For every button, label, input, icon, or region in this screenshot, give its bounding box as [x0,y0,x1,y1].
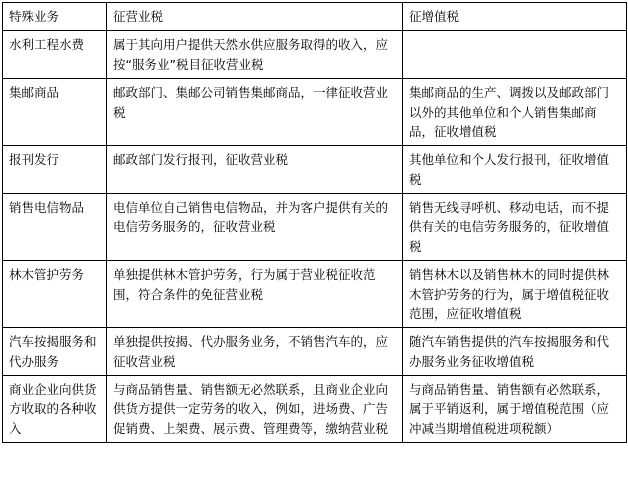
table-row [3,328,627,376]
cell-vat [403,194,627,261]
cell-business-tax [107,79,403,146]
table-row [3,261,627,328]
cell-vat [403,328,627,376]
item-text: 商业企业向供货方收取的各种收入 [9,382,97,436]
cell-vat [403,376,627,443]
cell-item [3,194,107,261]
vat-text: 随汽车销售提供的汽车按揭服务和代办服务业务征收增值税 [409,334,610,369]
tax-comparison-table [2,2,627,443]
item-text: 水利工程水费 [9,37,85,53]
header-cell-business-tax [107,3,403,31]
business-tax-text: 电信单位自己销售电信物品，并为客户提供有关的电信劳务服务的，征收营业税 [113,200,389,235]
cell-business-tax [107,376,403,443]
cell-item [3,328,107,376]
table-row [3,31,627,79]
cell-business-tax [107,31,403,79]
business-tax-text: 属于其向用户提供天然水供应服务取得的收入，应按“服务业”税目征收营业税 [113,37,389,72]
cell-item [3,79,107,146]
business-tax-text: 邮政部门发行报刊，征收营业税 [113,152,289,168]
cell-business-tax [107,146,403,194]
cell-item [3,261,107,328]
business-tax-text: 单独提供林木管护劳务，行为属于营业税征收范围，符合条件的免征营业税 [113,267,376,302]
cell-business-tax [107,261,403,328]
table-header-row [3,3,627,31]
table-row [3,376,627,443]
vat-text: 销售林木以及销售林木的同时提供林木管护劳务的行为，属于增值税征收范围，应征收增值税 [409,267,610,321]
vat-text: 与商品销售量、销售额有必然联系，属于平销返利，属于增值税范围（应冲减当期增值税进项税额） [409,382,610,436]
header-business-tax-label: 征营业税 [113,9,164,24]
cell-business-tax [107,328,403,376]
header-cell-item [3,3,107,31]
item-text: 销售电信物品 [9,200,85,215]
cell-vat [403,261,627,328]
business-tax-text: 与商品销售量、销售额无必然联系，且商业企业向供货方提供一定劳务的收入，例如，进场费、广告促销费、上架费、展示费、管理费等，缴纳营业税 [113,382,389,436]
table-row [3,146,627,194]
cell-vat [403,146,627,194]
table-row [3,79,627,146]
business-tax-text: 单独提供按揭、代办服务业务，不销售汽车的，应征收营业税 [113,334,389,369]
item-text: 林木管护劳务 [9,267,85,283]
header-item-label: 特殊业务 [9,9,60,24]
cell-vat [403,31,627,79]
cell-item [3,146,107,194]
vat-text: 其他单位和个人发行报刊，征收增值税 [409,152,610,187]
cell-item [3,31,107,79]
vat-text: 销售无线寻呼机、移动电话，而不提供有关的电信劳务服务的，征收增值税 [409,200,610,254]
item-text: 集邮商品 [9,85,60,101]
cell-item [3,376,107,443]
header-cell-vat [403,3,627,31]
vat-text: 集邮商品的生产、调拨以及邮政部门以外的其他单位和个人销售集邮商品，征收增值税 [409,85,610,139]
header-vat-label: 征增值税 [409,9,460,24]
cell-business-tax [107,194,403,261]
item-text: 汽车按揭服务和代办服务 [9,334,97,369]
item-text: 报刊发行 [9,152,60,168]
business-tax-text: 邮政部门、集邮公司销售集邮商品，一律征收营业税 [113,85,389,120]
cell-vat [403,79,627,146]
table-row [3,194,627,261]
